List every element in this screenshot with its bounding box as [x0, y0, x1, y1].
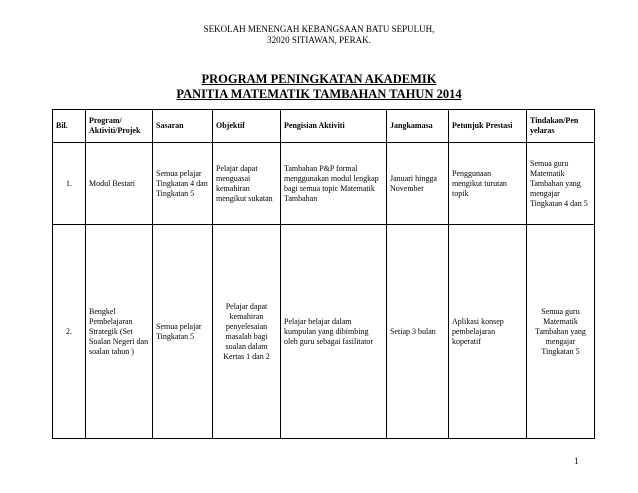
program-table	[52, 109, 595, 439]
col-header-pengisian: Pengisian Aktiviti	[281, 110, 387, 143]
table-header-row	[53, 110, 595, 143]
col-header-tindakan: Tindakan/Pen yelaras	[527, 110, 595, 143]
cell-jangkamasa: Setiap 3 bulan	[387, 225, 449, 439]
cell-objektif: Pelajar dapat menguasai kemahiran mengikut sukatan	[213, 143, 281, 225]
col-header-objektif: Objektif	[213, 110, 281, 143]
col-header-sasaran: Sasaran	[153, 110, 213, 143]
cell-bil: 1.	[53, 143, 86, 225]
cell-objektif: Pelajar dapat kemahiran penyelesaian masalah bagi soalan dalam Kertas 1 dan 2	[213, 225, 281, 439]
col-header-program: Program/ Aktiviti/Projek	[86, 110, 153, 143]
document-title	[0, 72, 638, 102]
cell-petunjuk: Aplikasi konsep pembelajaran koperatif	[449, 225, 527, 439]
school-address: 32020 SITIAWAN, PERAK.	[267, 35, 371, 45]
cell-jangkamasa: Januari hingga November	[387, 143, 449, 225]
cell-bil: 2.	[53, 225, 86, 439]
cell-tindakan: Semua guru Matematik Tambahan yang mengajar Tingkatan 5	[527, 225, 595, 439]
cell-program: Modul Bestari	[86, 143, 153, 225]
col-header-bil: Bil.	[53, 110, 86, 143]
title-line-1: PROGRAM PENINGKATAN AKADEMIK	[201, 72, 437, 86]
cell-petunjuk: Penggunaan mengikut turutan topik	[449, 143, 527, 225]
col-header-jangkamasa: Jangkamasa	[387, 110, 449, 143]
cell-program: Bengkel Pembelajaran Strategik (Set Soalan Negeri dan soalan tahun )	[86, 225, 153, 439]
school-header	[0, 24, 638, 46]
page-number: 1	[574, 456, 579, 466]
table-row	[53, 143, 595, 225]
title-line-2: PANITIA MATEMATIK TAMBAHAN TAHUN 2014	[176, 87, 462, 101]
cell-pengisian: Pelajar belajar dalam kumpulan yang dibimbing oleh guru sebagai fasilitator	[281, 225, 387, 439]
cell-sasaran: Semua pelajar Tingkatan 5	[153, 225, 213, 439]
col-header-petunjuk: Petunjuk Prestasi	[449, 110, 527, 143]
cell-pengisian: Tambahan P&P formal menggunakan modul lengkap bagi semua topic Matematik Tambahan	[281, 143, 387, 225]
table-row	[53, 225, 595, 439]
school-name: SEKOLAH MENENGAH KEBANGSAAN BATU SEPULUH,	[203, 24, 435, 34]
cell-sasaran: Semua pelajar Tingkatan 4 dan Tingkatan 5	[153, 143, 213, 225]
cell-tindakan: Semua guru Matematik Tambahan yang mengajar Tingkatan 4 dan 5	[527, 143, 595, 225]
